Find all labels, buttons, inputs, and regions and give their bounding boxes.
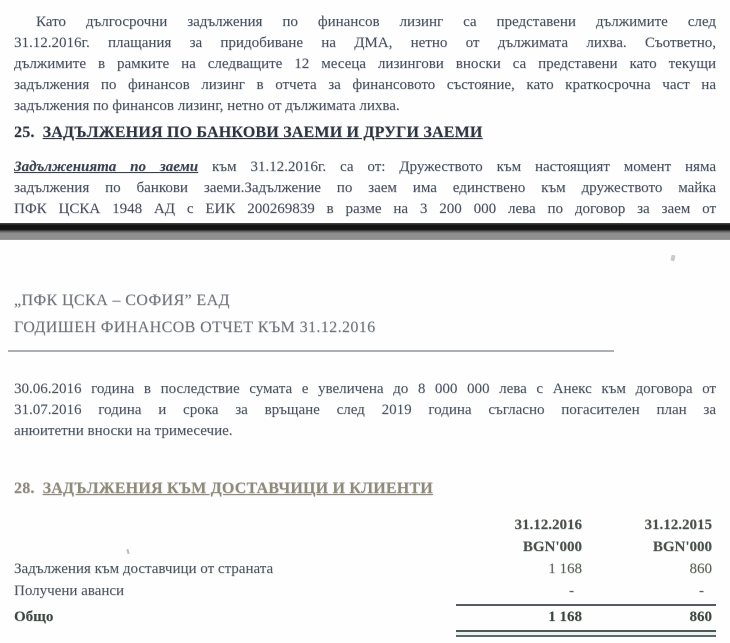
header-date-cells [456, 514, 716, 536]
paragraph-line: 31.12.2016г. плащания за придобиване на ДМА, нетно от дължимата лихва. Съответно, [14, 35, 716, 51]
table-row-suppliers [14, 558, 716, 580]
value-2016: 1 168 [548, 561, 582, 577]
row-values [456, 580, 716, 602]
column-header-2015: 31.12.2015 [644, 517, 712, 533]
loans-lead-phrase: Задълженията по заеми [14, 159, 199, 175]
paragraph-line: задължения по банкови заеми.Задължение по заем има единствено към дружеството майка [14, 180, 716, 196]
document-content [0, 12, 730, 637]
loans-line-rest: към 31.12.2016г. са от: Дружеството към настоящият момент няма [198, 159, 716, 175]
paragraph-line: 30.06.2016 година в последствие сумата е увеличена до 8 000 000 лева с Анекс към договора от [14, 381, 716, 397]
table-row-advances [14, 580, 716, 602]
section-28-heading [14, 480, 716, 498]
value-2016: - [569, 583, 574, 599]
row-label: Получени аванси [14, 583, 125, 599]
table-header-units [14, 536, 716, 558]
report-title: ГОДИШЕН ФИНАНСОВ ОТЧЕТ КЪМ 31.12.2016 [14, 319, 376, 336]
paragraph-finance-lease [14, 12, 716, 117]
paragraph-line: задължения по финансов лизинг, нетно от дължимата лихва. [14, 98, 400, 114]
header-rule [8, 350, 614, 352]
column-header-2016: 31.12.2016 [514, 517, 582, 533]
paragraph-annex [14, 379, 716, 442]
paragraph-loans [14, 157, 716, 220]
paragraph-line [14, 157, 716, 178]
total-values [456, 606, 716, 628]
table-row-total [14, 606, 716, 628]
paragraph-line: дължимите в рамките на следващите 12 месеца лизингови вноски са представени като текущи [14, 56, 716, 72]
page-break-scan-bar [0, 223, 730, 240]
column-unit-2016: BGN'000 [522, 539, 582, 555]
section-title: ЗАДЪЛЖЕНИЯ ПО БАНКОВИ ЗАЕМИ И ДРУГИ ЗАЕМИ [42, 124, 483, 141]
total-2016: 1 168 [548, 609, 582, 625]
total-2015: 860 [689, 609, 712, 625]
total-label: Общо [14, 609, 54, 625]
paragraph-line: Като дългосрочни задължения по финансов лизинг са представени дължимите след [36, 14, 716, 30]
header-unit-cells [456, 536, 716, 558]
value-2015: 860 [689, 561, 712, 577]
company-name: „ПФК ЦСКА – СОФИЯ” ЕАД [14, 292, 230, 309]
value-2015: - [699, 583, 704, 599]
total-rule-double [456, 630, 716, 637]
table-header-dates [14, 514, 716, 536]
page2-header [14, 287, 716, 341]
section-number: 25. [14, 124, 35, 141]
section-number: 28. [14, 480, 35, 497]
paragraph-line: задължения по финансов лизинг в отчета за финансовото състояние, като краткосрочна част на [14, 77, 716, 93]
row-label: Задължения към доставчици от страната [14, 561, 274, 577]
row-values [456, 558, 716, 580]
column-unit-2015: BGN'000 [652, 539, 712, 555]
payables-table [14, 514, 716, 637]
paragraph-line: анюитетни вноски на тримесечие. [14, 423, 233, 439]
paragraph-line: ПФК ЦСКА 1948 АД с ЕИК 200269839 в разме на 3 200 000 лева по договор за заем от [14, 201, 716, 217]
paragraph-line: 31.07.2016 година и срока за връщане след 2019 година съгласно погасителен план за [14, 402, 716, 418]
section-25-heading [14, 124, 716, 142]
section-title: ЗАДЪЛЖЕНИЯ КЪМ ДОСТАВЧИЦИ И КЛИЕНТИ [42, 480, 433, 497]
